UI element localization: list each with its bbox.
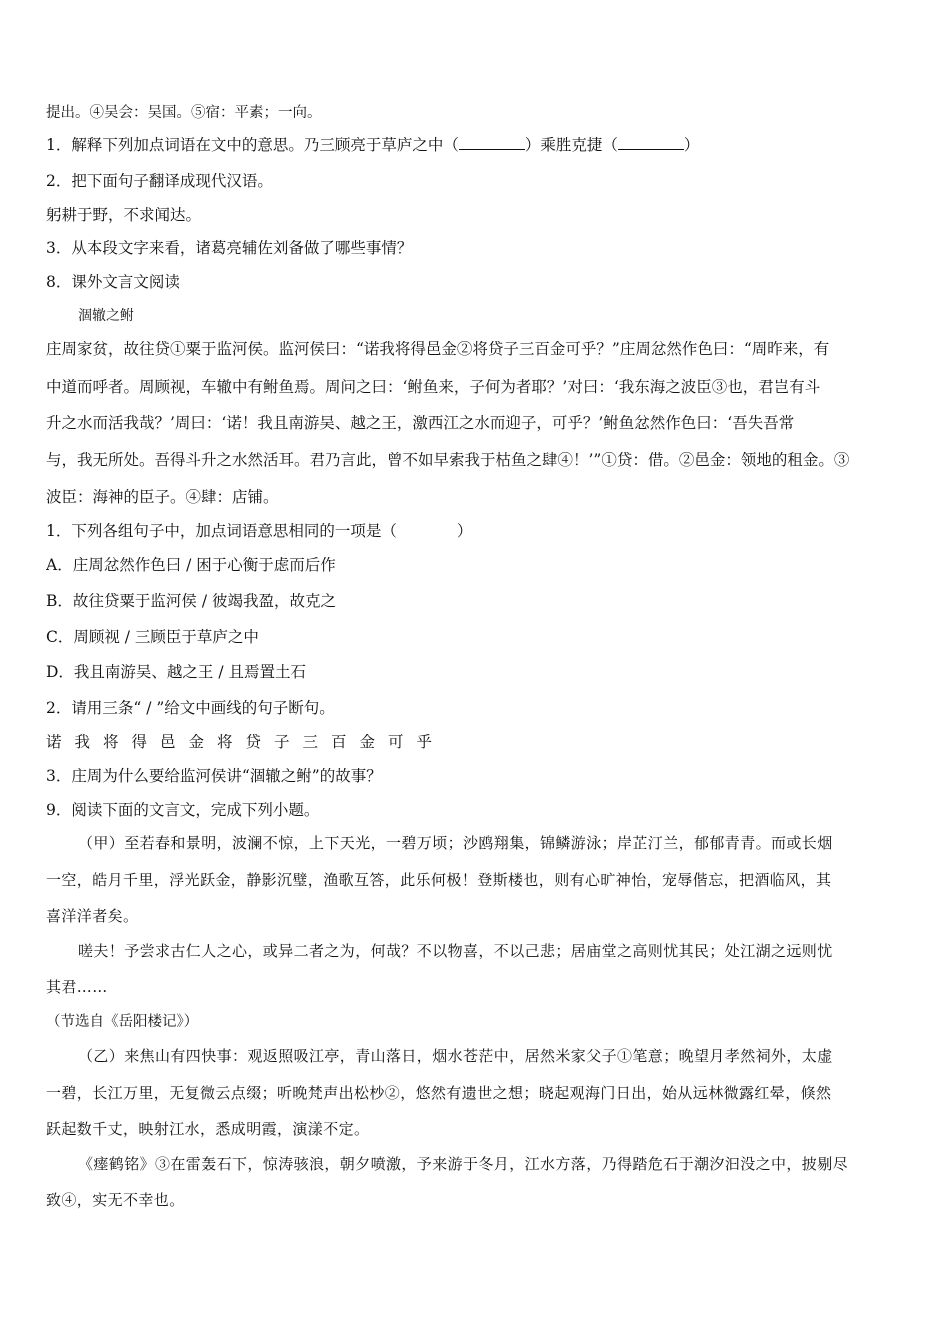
footnote-line: 提出。④吴会：吴国。⑤宿：平素；一向。 [46,105,322,121]
passage-jia-line: （甲）至若春和景明，波澜不惊，上下天光，一碧万顷；沙鸥翔集，锦鳞游泳；岸芷汀兰，郁郁青青。而或长烟 [78,834,833,852]
option-a: A．庄周忿然作色曰 / 困于心衡于虑而后作 [46,556,336,574]
passage-source: （节选自《岳阳楼记》） [46,1014,199,1030]
sentence-to-translate: 躬耕于野，不求闻达。 [46,206,202,224]
question-2-punctuate: 2．请用三条“ / ”给文中画线的句子断句。 [46,699,335,717]
question-3: 3．庄周为什么要给监河侯讲“涸辙之鲋”的故事？ [46,767,382,785]
answer-blank[interactable] [459,135,525,150]
option-b: B．故往贷粟于监河侯 / 彼竭我盈，故克之 [46,592,336,610]
question-text: 1．解释下列加点词语在文中的意思。乃三顾亮于草庐之中（ [46,136,459,154]
passage-title: 涸辙之鲋 [78,308,134,324]
passage-jia-line: 喜洋洋者矣。 [46,907,139,925]
question-2-translate: 2．把下面句子翻译成现代汉语。 [46,172,273,190]
question-1-choice [46,521,906,541]
section-heading-9: 9．阅读下面的文言文，完成下列小题。 [46,801,320,819]
passage-jia-line: 一空，皓月千里，浮光跃金，静影沉璧，渔歌互答，此乐何极！登斯楼也，则有心旷神怡，宠辱偕忘，把酒临风，其 [46,871,832,889]
passage-line: 中道而呼者。周顾视，车辙中有鲋鱼焉。周问之曰：‘鲋鱼来，子何为者耶？’对曰：‘我东海之波臣③也，君岂有斗 [46,378,821,396]
passage-yi-line: （乙）来焦山有四快事：观返照吸江亭，青山落日，烟水苍茫中，居然米家父子①笔意；晚望月孝然祠外，太虚 [78,1047,833,1065]
question-3: 3．从本段文字来看，诸葛亮辅佐刘备做了哪些事情？ [46,239,413,257]
passage-yi-line: 致④，实无不幸也。 [46,1191,185,1209]
question-text: 1．下列各组句子中，加点词语意思相同的一项是（ [46,522,397,540]
question-text: ）乘胜克捷（ [524,136,618,154]
passage-line: 与，我无所处。吾得斗升之水然活耳。君乃言此，曾不如早索我于枯鱼之肆④！’”①贷：借。②邑金：领地的租金。③ [46,451,850,469]
section-heading-8: 8．课外文言文阅读 [46,273,180,291]
answer-blank[interactable] [618,135,684,150]
passage-yi-line: 《瘗鹤铭》③在雷轰石下，惊涛骇浪，朝夕喷激，予来游于冬月，江水方落，乃得踏危石于潮汐汩没之中，披剔尽 [78,1155,849,1173]
passage-jia-line: 嗟夫！予尝求古仁人之心，或异二者之为，何哉？不以物喜，不以己悲；居庙堂之高则忧其民；处江湖之远则忧 [78,942,833,960]
question-text: ） [683,136,700,154]
option-d: D．我且南游吴、越之王 / 且焉置土石 [46,663,307,681]
passage-yi-line: 跃起数千丈，映射江水，悉成明霞，演漾不定。 [46,1120,370,1138]
question-1-explain [46,135,906,155]
sentence-to-punctuate: 诺我将得邑金将贷子三百金可乎 [46,733,446,751]
passage-jia-line: 其君…… [46,978,108,996]
passage-line: 庄周家贫，故往贷①粟于监河侯。监河侯曰：“诺我将得邑金②将贷子三百金可乎？”庄周忿然作色曰：“周昨来，有 [46,340,830,358]
option-c: C．周顾视 / 三顾臣于草庐之中 [46,628,259,646]
question-text: ） [456,522,473,540]
passage-line: 波臣：海神的臣子。④肆：店铺。 [46,488,279,506]
passage-line: 升之水而活我哉？’周曰：‘诺！我且南游吴、越之王，激西江之水而迎子，可乎？’鲋鱼忿然作色曰：‘吾失吾常 [46,414,795,432]
passage-yi-line: 一碧，长江万里，无复微云点缀；听晚梵声出松杪②，悠然有遗世之想；晓起观海门日出，始从远林微露红晕，倏然 [46,1084,832,1102]
